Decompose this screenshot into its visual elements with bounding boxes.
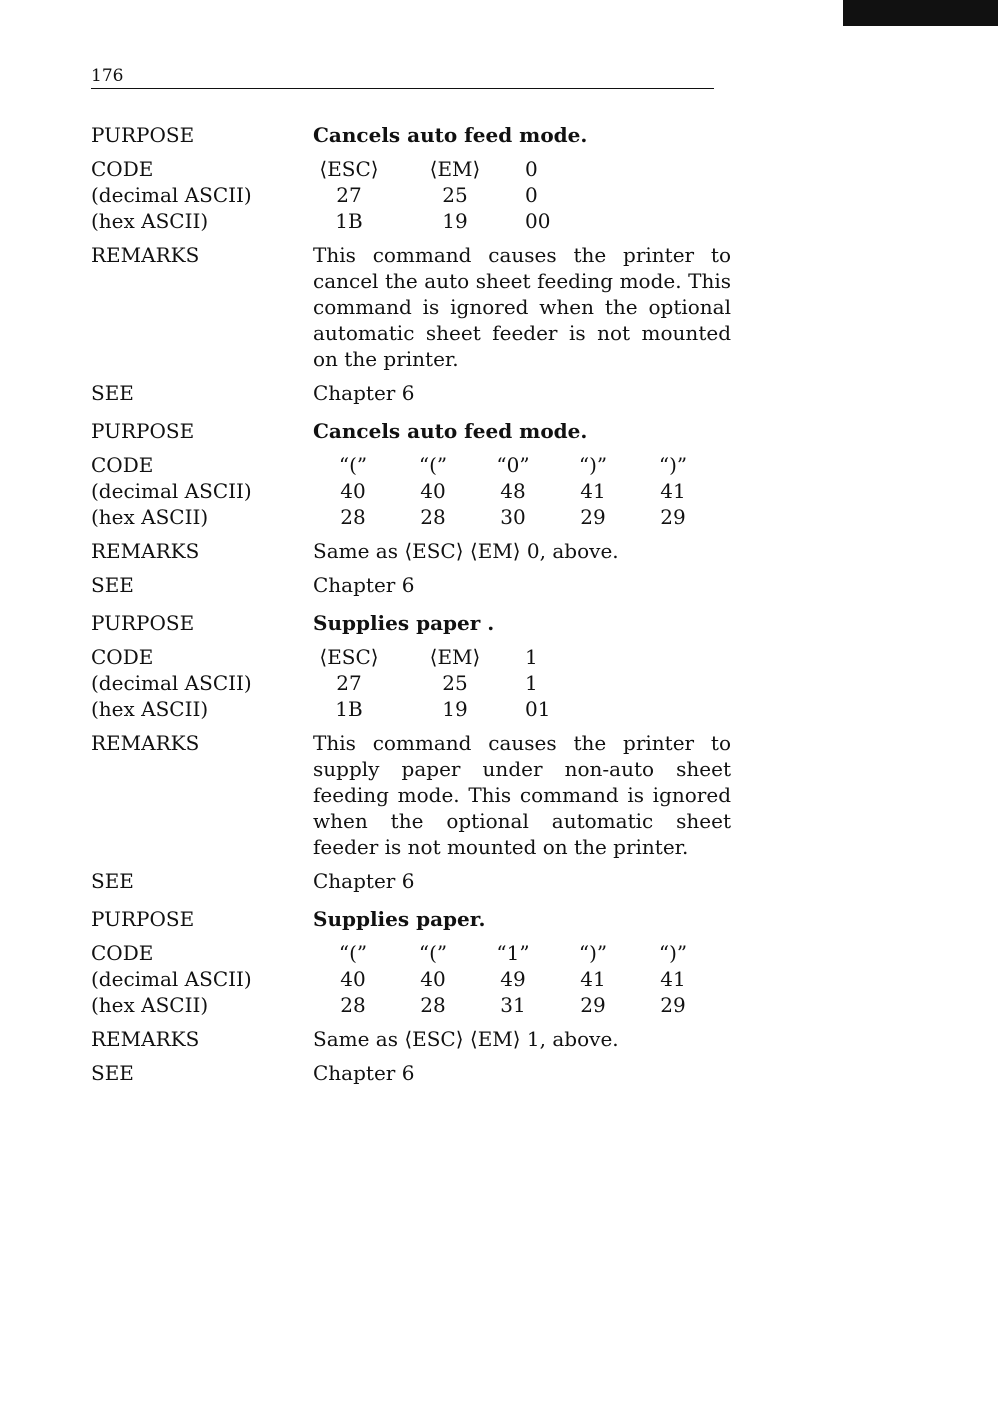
code-cell: “)” — [578, 941, 608, 965]
purpose-text: Supplies paper . — [313, 611, 495, 635]
remarks-label: REMARKS — [91, 539, 200, 563]
code-cell: 01 — [525, 697, 551, 721]
purpose-label: PURPOSE — [91, 123, 195, 147]
see-row — [91, 868, 731, 894]
code-cell: 29 — [660, 993, 686, 1017]
command-entry — [91, 610, 731, 894]
see-row — [91, 1060, 731, 1086]
code-symbols — [313, 940, 731, 966]
code-cell: 19 — [442, 697, 468, 721]
code-cell: “(” — [418, 941, 448, 965]
code-cell: “)” — [658, 941, 688, 965]
corner-mark — [843, 0, 998, 26]
code-cell: 30 — [500, 505, 526, 529]
command-entries — [91, 122, 731, 1098]
remarks-row — [91, 538, 731, 564]
code-cell: “(” — [338, 941, 368, 965]
remarks-row — [91, 730, 731, 860]
code-table — [313, 452, 731, 530]
command-entry — [91, 906, 731, 1086]
see-label: SEE — [91, 381, 134, 405]
remarks-label: REMARKS — [91, 731, 200, 755]
code-cell: 25 — [442, 183, 468, 207]
code-decimal — [313, 670, 731, 696]
code-label: CODE — [91, 157, 154, 181]
code-cell: 49 — [500, 967, 526, 991]
purpose-text: Cancels auto feed mode. — [313, 123, 588, 147]
hex-label: (hex ASCII) — [91, 505, 209, 529]
code-cell: 29 — [580, 505, 606, 529]
code-symbols — [313, 452, 731, 478]
code-hex — [313, 992, 731, 1018]
code-cell: 29 — [580, 993, 606, 1017]
code-row — [91, 156, 731, 234]
see-text: Chapter 6 — [313, 573, 415, 597]
code-cell: “(” — [338, 453, 368, 477]
code-cell: 25 — [442, 671, 468, 695]
code-labels — [91, 156, 313, 234]
header-rule — [91, 88, 714, 89]
see-row — [91, 572, 731, 598]
code-row — [91, 940, 731, 1018]
command-entry — [91, 418, 731, 598]
code-cell: 0 — [525, 183, 538, 207]
code-labels — [91, 644, 313, 722]
code-cell: 1 — [525, 671, 538, 695]
code-cell: 31 — [500, 993, 526, 1017]
decimal-label: (decimal ASCII) — [91, 479, 252, 503]
decimal-label: (decimal ASCII) — [91, 183, 252, 207]
code-cell: “(” — [418, 453, 448, 477]
decimal-label: (decimal ASCII) — [91, 671, 252, 695]
code-cell: 00 — [525, 209, 551, 233]
code-label: CODE — [91, 941, 154, 965]
code-decimal — [313, 966, 731, 992]
purpose-label: PURPOSE — [91, 419, 195, 443]
code-cell: 48 — [500, 479, 526, 503]
remarks-row — [91, 1026, 731, 1052]
code-cell: 27 — [336, 671, 362, 695]
purpose-row — [91, 122, 731, 148]
purpose-row — [91, 610, 731, 636]
code-symbols — [313, 156, 731, 182]
code-cell: ⟨ESC⟩ — [319, 645, 379, 669]
code-table — [313, 940, 731, 1018]
code-cell: “1” — [496, 941, 530, 965]
remarks-label: REMARKS — [91, 243, 200, 267]
code-cell: 28 — [340, 505, 366, 529]
code-cell: 0 — [525, 157, 538, 181]
purpose-label: PURPOSE — [91, 907, 195, 931]
code-cell: “)” — [658, 453, 688, 477]
code-labels — [91, 940, 313, 1018]
code-cell: ⟨ESC⟩ — [319, 157, 379, 181]
hex-label: (hex ASCII) — [91, 209, 209, 233]
code-cell: 41 — [580, 479, 606, 503]
code-cell: 1B — [335, 209, 363, 233]
purpose-text: Supplies paper. — [313, 907, 486, 931]
decimal-label: (decimal ASCII) — [91, 967, 252, 991]
see-row — [91, 380, 731, 406]
code-cell: 40 — [340, 967, 366, 991]
remarks-text: Same as ⟨ESC⟩ ⟨EM⟩ 0, above. — [313, 539, 619, 563]
code-cell: 41 — [660, 967, 686, 991]
hex-label: (hex ASCII) — [91, 697, 209, 721]
remarks-label: REMARKS — [91, 1027, 200, 1051]
code-hex — [313, 696, 731, 722]
hex-label: (hex ASCII) — [91, 993, 209, 1017]
code-cell: 41 — [580, 967, 606, 991]
purpose-label: PURPOSE — [91, 611, 195, 635]
code-label: CODE — [91, 453, 154, 477]
see-text: Chapter 6 — [313, 381, 415, 405]
code-table — [313, 156, 731, 234]
code-symbols — [313, 644, 731, 670]
code-hex — [313, 208, 731, 234]
purpose-row — [91, 906, 731, 932]
purpose-text: Cancels auto feed mode. — [313, 419, 588, 443]
code-row — [91, 452, 731, 530]
code-cell: ⟨EM⟩ — [429, 645, 481, 669]
remarks-text: This command causes the printer to cancel the auto sheet feeding mode. This command is ignored when the optional automatic sheet feeder is not mounted on the printer. — [313, 243, 731, 371]
remarks-text: This command causes the printer to supply paper under non-auto sheet feeding mode. This command is ignored when the optional automatic sheet feeder is not mounted on the printer. — [313, 731, 731, 859]
code-decimal — [313, 478, 731, 504]
code-table — [313, 644, 731, 722]
code-cell: 40 — [420, 967, 446, 991]
code-cell: “0” — [496, 453, 530, 477]
code-cell: 1 — [525, 645, 538, 669]
code-cell: 1B — [335, 697, 363, 721]
code-cell: 28 — [340, 993, 366, 1017]
code-cell: 28 — [420, 505, 446, 529]
code-cell: 40 — [340, 479, 366, 503]
remarks-text: Same as ⟨ESC⟩ ⟨EM⟩ 1, above. — [313, 1027, 619, 1051]
remarks-row — [91, 242, 731, 372]
command-entry — [91, 122, 731, 406]
code-cell: 41 — [660, 479, 686, 503]
code-cell: 27 — [336, 183, 362, 207]
code-decimal — [313, 182, 731, 208]
purpose-row — [91, 418, 731, 444]
see-text: Chapter 6 — [313, 869, 415, 893]
code-cell: 28 — [420, 993, 446, 1017]
page-number: 176 — [91, 66, 124, 86]
see-text: Chapter 6 — [313, 1061, 415, 1085]
code-row — [91, 644, 731, 722]
code-cell: 40 — [420, 479, 446, 503]
see-label: SEE — [91, 1061, 134, 1085]
code-cell: 19 — [442, 209, 468, 233]
code-cell: ⟨EM⟩ — [429, 157, 481, 181]
code-label: CODE — [91, 645, 154, 669]
code-cell: 29 — [660, 505, 686, 529]
code-labels — [91, 452, 313, 530]
see-label: SEE — [91, 869, 134, 893]
see-label: SEE — [91, 573, 134, 597]
code-cell: “)” — [578, 453, 608, 477]
code-hex — [313, 504, 731, 530]
